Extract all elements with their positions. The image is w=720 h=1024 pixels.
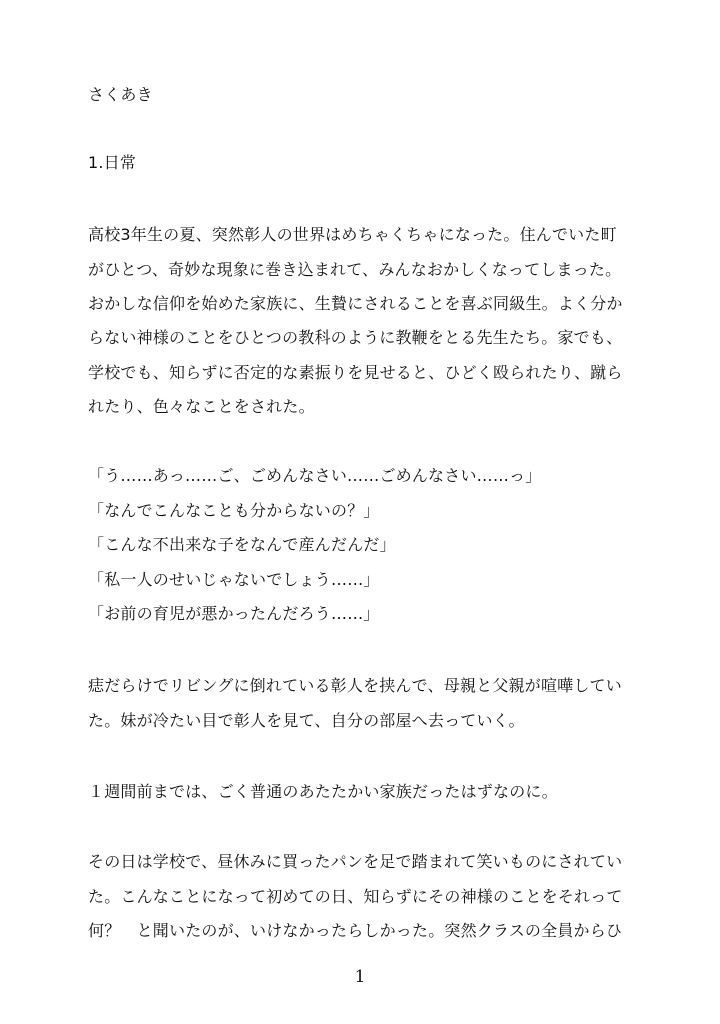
text-line: らない神様のことをひとつの教科のように教鞭をとる先生たち。家でも、: [88, 328, 623, 347]
text-line: た。こんなことになって初めての日、知らずにその神様のことをそれって: [88, 887, 623, 906]
text-line: その日は学校で、昼休みに買ったパンを足で踏まれて笑いものにされてい: [88, 852, 623, 871]
text-line: 高校3年生の夏、突然彰人の世界はめちゃくちゃになった。住んでいた町: [88, 225, 617, 244]
text-line: おかしな信仰を始めた家族に、生贄にされることを喜ぶ同級生。よく分か: [88, 294, 623, 313]
dialogue-line: 「う……あっ……ご、ごめんなさい……ごめんなさい……っ」: [88, 466, 542, 485]
text-line: 何？ と聞いたのが、いけなかったらしかった。突然クラスの全員からひ: [88, 921, 623, 940]
chapter-heading: 1.日常: [88, 153, 137, 172]
text-line: がひとつ、奇妙な現象に巻き込まれて、みんなおかしくなってしまった。: [88, 260, 622, 279]
text-line: れたり、色々なことをされた。: [88, 397, 315, 416]
text-line: 痣だらけでリビングに倒れている彰人を挟んで、母親と父親が喧嘩してい: [88, 676, 622, 695]
page-number: 1: [354, 967, 366, 987]
document-title: さくあき: [88, 85, 153, 104]
text-line: た。妹が冷たい目で彰人を見て、自分の部屋へ去っていく。: [88, 711, 525, 730]
dialogue-line: 「お前の育児が悪かったんだろう……」: [88, 604, 380, 623]
dialogue-line: 「なんでこんなことも分からないの？」: [88, 501, 380, 520]
dialogue-line: 「私一人のせいじゃないでしょう……」: [88, 570, 380, 589]
text-line: 学校でも、知らずに否定的な素振りを見せると、ひどく殴られたり、蹴ら: [88, 363, 623, 382]
dialogue-line: 「こんな不出来な子をなんで産んだんだ」: [88, 535, 396, 554]
text-line: １週間前までは、ごく普通のあたたかい家族だったはずなのに。: [88, 782, 558, 801]
